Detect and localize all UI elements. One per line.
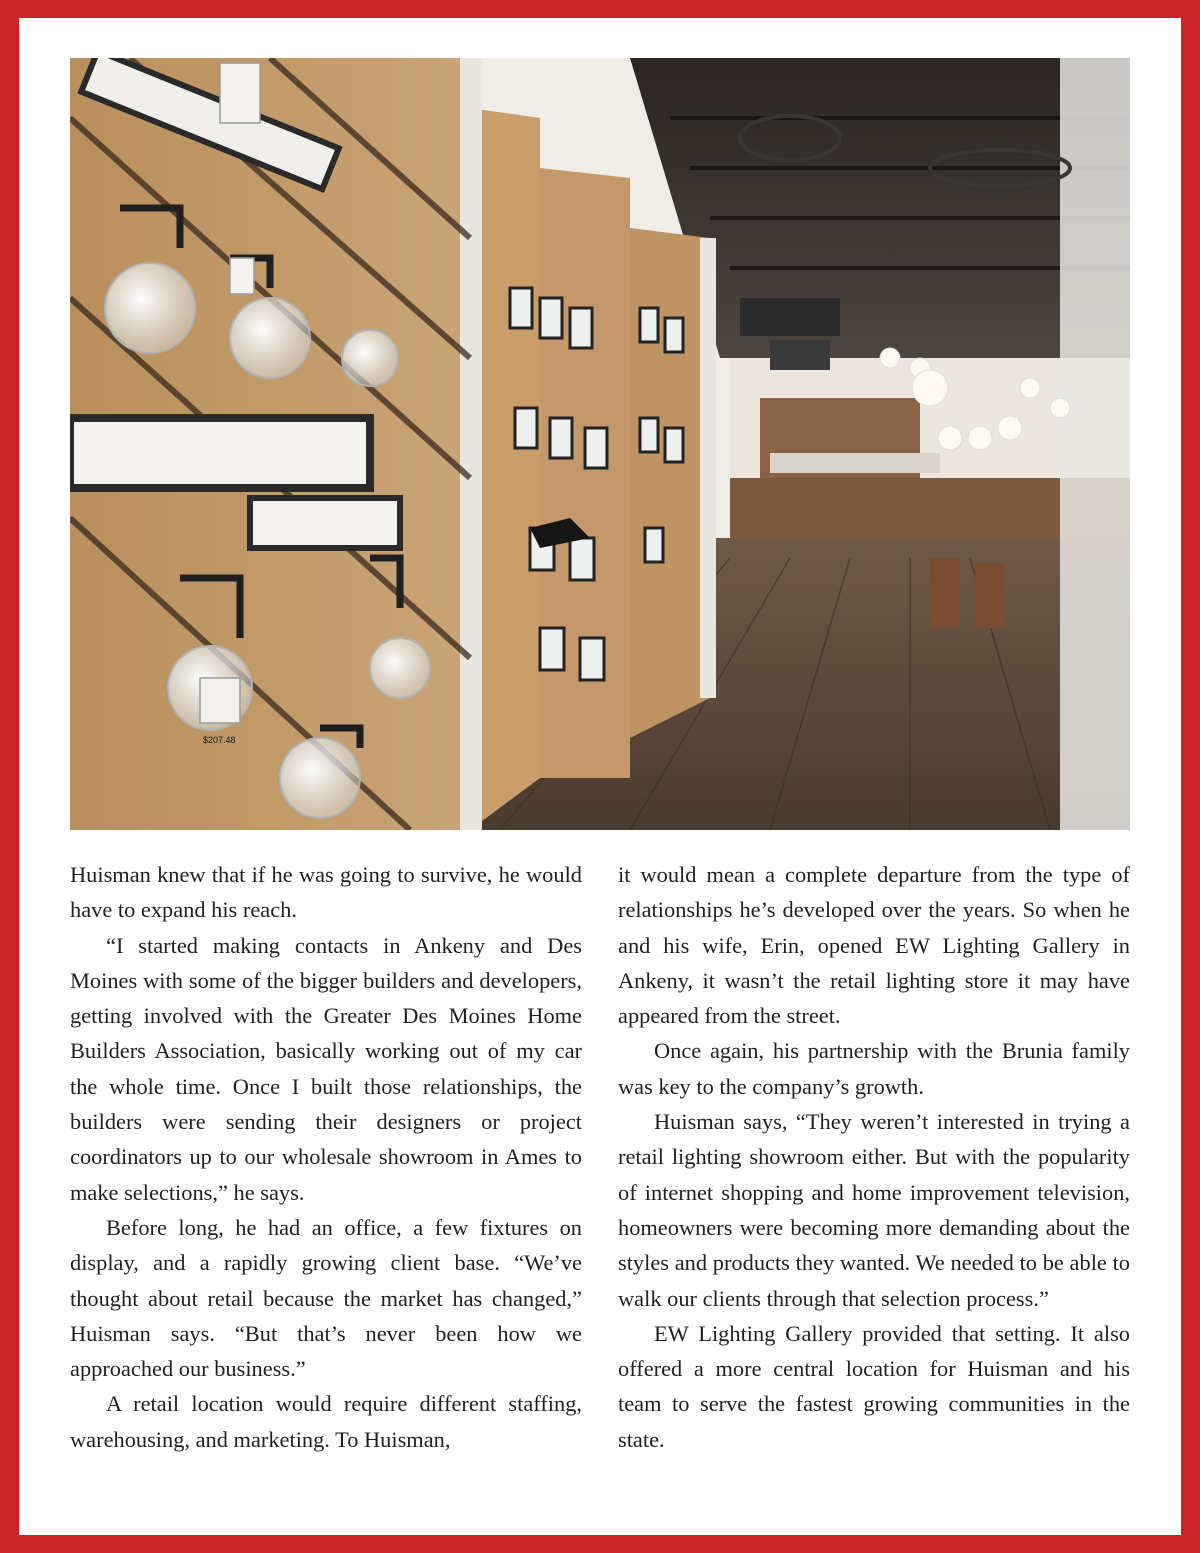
article-column-right: [618, 857, 1130, 1457]
paragraph: EW Lighting Gallery provided that setting. It also offered a more central location for Huisman and his team to serve the fastest growing communities in the state.: [618, 1320, 1130, 1452]
paragraph: A retail location would require different staffing, warehousing, and marketing. To Huisman,: [70, 1391, 582, 1452]
page-border-bottom: [0, 1535, 1200, 1553]
page-border-right: [1181, 0, 1200, 1553]
showroom-photo: [70, 58, 1130, 830]
paragraph: Huisman knew that if he was going to survive, he would have to expand his reach.: [70, 862, 582, 923]
page-border-left: [0, 0, 19, 1553]
paragraph: it would mean a complete departure from the type of relationships he’s developed over the years. So when he and his wife, Erin, opened EW Lighting Gallery in Ankeny, it wasn’t the retail lighting store it may have appeared from the street.: [618, 862, 1130, 1029]
page-border-top: [0, 0, 1200, 18]
paragraph: Once again, his partnership with the Brunia family was key to the company’s growth.: [618, 1038, 1130, 1099]
paragraph: “I started making contacts in Ankeny and Des Moines with some of the bigger builders and developers, getting involved with the Greater Des Moines Home Builders Association, basically working out of my car the whole time. Once I built those relationships, the builders were sending their designers or project coordinators up to our wholesale showroom in Ames to make selections,” he says.: [70, 932, 582, 1205]
paragraph: Huisman says, “They weren’t interested in trying a retail lighting showroom either. But with the popularity of internet shopping and home improvement television, homeowners were becoming more demanding about the styles and products they wanted. We needed to be able to walk our clients through that selection process.”: [618, 1109, 1130, 1311]
paragraph: Before long, he had an office, a few fixtures on display, and a rapidly growing client base. “We’ve thought about retail because the market has changed,” Huisman says. “But that’s never been how we approached our business.”: [70, 1214, 582, 1382]
article-column-left: [70, 857, 582, 1457]
price-tag-text: $207.48: [203, 735, 236, 745]
